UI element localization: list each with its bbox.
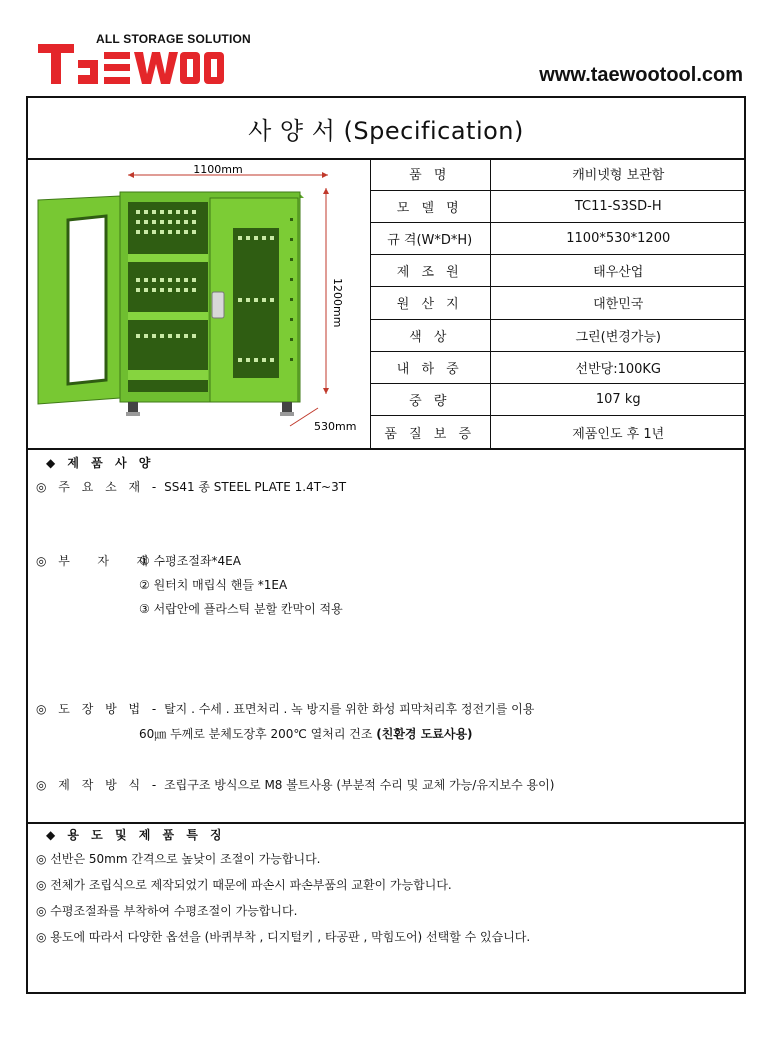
- spec-label: 중 량: [370, 384, 490, 416]
- spec-value: 1100*530*1200: [490, 222, 746, 254]
- spec-label: 색 상: [370, 319, 490, 351]
- spec-label: 원 산 지: [370, 287, 490, 319]
- table-row: [370, 416, 746, 448]
- spec-value: 그린(변경가능): [490, 319, 746, 351]
- feature-item: ◎ 용도에 따라서 다양한 옵션을 (바퀴부착 , 디지털키 , 타공판 , 막힘도어) 선택할 수 있습니다.: [36, 930, 531, 944]
- table-row: [370, 351, 746, 383]
- parts-key: ◎ 부 자 재 -: [36, 554, 169, 568]
- cabinet-illustration: [28, 158, 370, 448]
- width-label: 1100mm: [193, 163, 243, 176]
- spec-area: [28, 158, 744, 450]
- taewoo-logo: [36, 42, 226, 86]
- page-title: 사 양 서 (Specification): [28, 98, 744, 160]
- painting-line1: 탈지 . 수세 . 표면처리 . 녹 방지를 위한 화성 피막처리후 정전기를 이용: [164, 702, 535, 716]
- method-key: ◎ 제 작 방 식 -: [36, 778, 161, 792]
- door-handle: [212, 292, 224, 318]
- spec-sheet: [26, 96, 746, 994]
- table-row: [370, 158, 746, 190]
- product-spec-section: [28, 448, 744, 824]
- spec-value: 107 kg: [490, 384, 746, 416]
- table-row: [370, 222, 746, 254]
- spec-value: 태우산업: [490, 255, 746, 287]
- depth-label: 530mm: [314, 420, 357, 433]
- table-row: [370, 190, 746, 222]
- spec-value: 캐비넷형 보관함: [490, 158, 746, 190]
- painting-line2-row: [139, 725, 473, 742]
- spec-value: 선반당:100KG: [490, 351, 746, 383]
- table-row: [370, 287, 746, 319]
- material-row: [36, 478, 346, 495]
- parts-item: ③ 서랍안에 플라스틱 분할 칸막이 적용: [139, 602, 343, 616]
- painting-key: ◎ 도 장 방 법 -: [36, 702, 161, 716]
- method-row: [36, 776, 554, 793]
- spec-value: 제품인도 후 1년: [490, 416, 746, 448]
- parts-item: ② 원터치 매립식 핸들 *1EA: [139, 578, 288, 592]
- height-label: 1200mm: [331, 278, 344, 328]
- spec-label: 내 하 중: [370, 351, 490, 383]
- table-row: [370, 384, 746, 416]
- brand-tagline: ALL STORAGE SOLUTION: [96, 32, 251, 46]
- feature-item: ◎ 전체가 조립식으로 제작되었기 때문에 파손시 파손부품의 교환이 가능합니다.: [36, 878, 452, 892]
- spec-value: 대한민국: [490, 287, 746, 319]
- method-value: 조립구조 방식으로 M8 볼트사용 (부분적 수리 및 교체 가능/유지보수 용이): [164, 778, 555, 792]
- material-value: SS41 종 STEEL PLATE 1.4T~3T: [164, 480, 347, 494]
- material-key: ◎ 주 요 소 재 -: [36, 480, 161, 494]
- spec-label: 품 명: [370, 158, 490, 190]
- features-heading: ◆ 용 도 및 제 품 특 징: [46, 828, 226, 842]
- spec-table: [370, 158, 746, 448]
- website-url[interactable]: www.taewootool.com: [539, 64, 743, 86]
- table-row: [370, 319, 746, 351]
- spec-label: 모 델 명: [370, 190, 490, 222]
- parts-item: ① 수평조절좌*4EA: [139, 554, 241, 568]
- spec-label: 규 격(W*D*H): [370, 222, 490, 254]
- feature-item: ◎ 선반은 50mm 간격으로 높낮이 조절이 가능합니다.: [36, 852, 321, 866]
- feature-item: ◎ 수평조절좌를 부착하여 수평조절이 가능합니다.: [36, 904, 298, 918]
- spec-label: 품 질 보 증: [370, 416, 490, 448]
- painting-row: [36, 700, 534, 717]
- spec-value: TC11-S3SD-H: [490, 190, 746, 222]
- spec-label: 제 조 원: [370, 255, 490, 287]
- painting-eco-note: (친환경 도료사용): [376, 727, 473, 741]
- product-spec-heading: ◆ 제 품 사 양: [46, 456, 155, 470]
- product-photo: [28, 158, 371, 448]
- table-row: [370, 255, 746, 287]
- painting-line2: 60㎛ 두께로 분체도장후 200℃ 열처리 건조: [139, 727, 373, 741]
- features-section: [28, 822, 744, 992]
